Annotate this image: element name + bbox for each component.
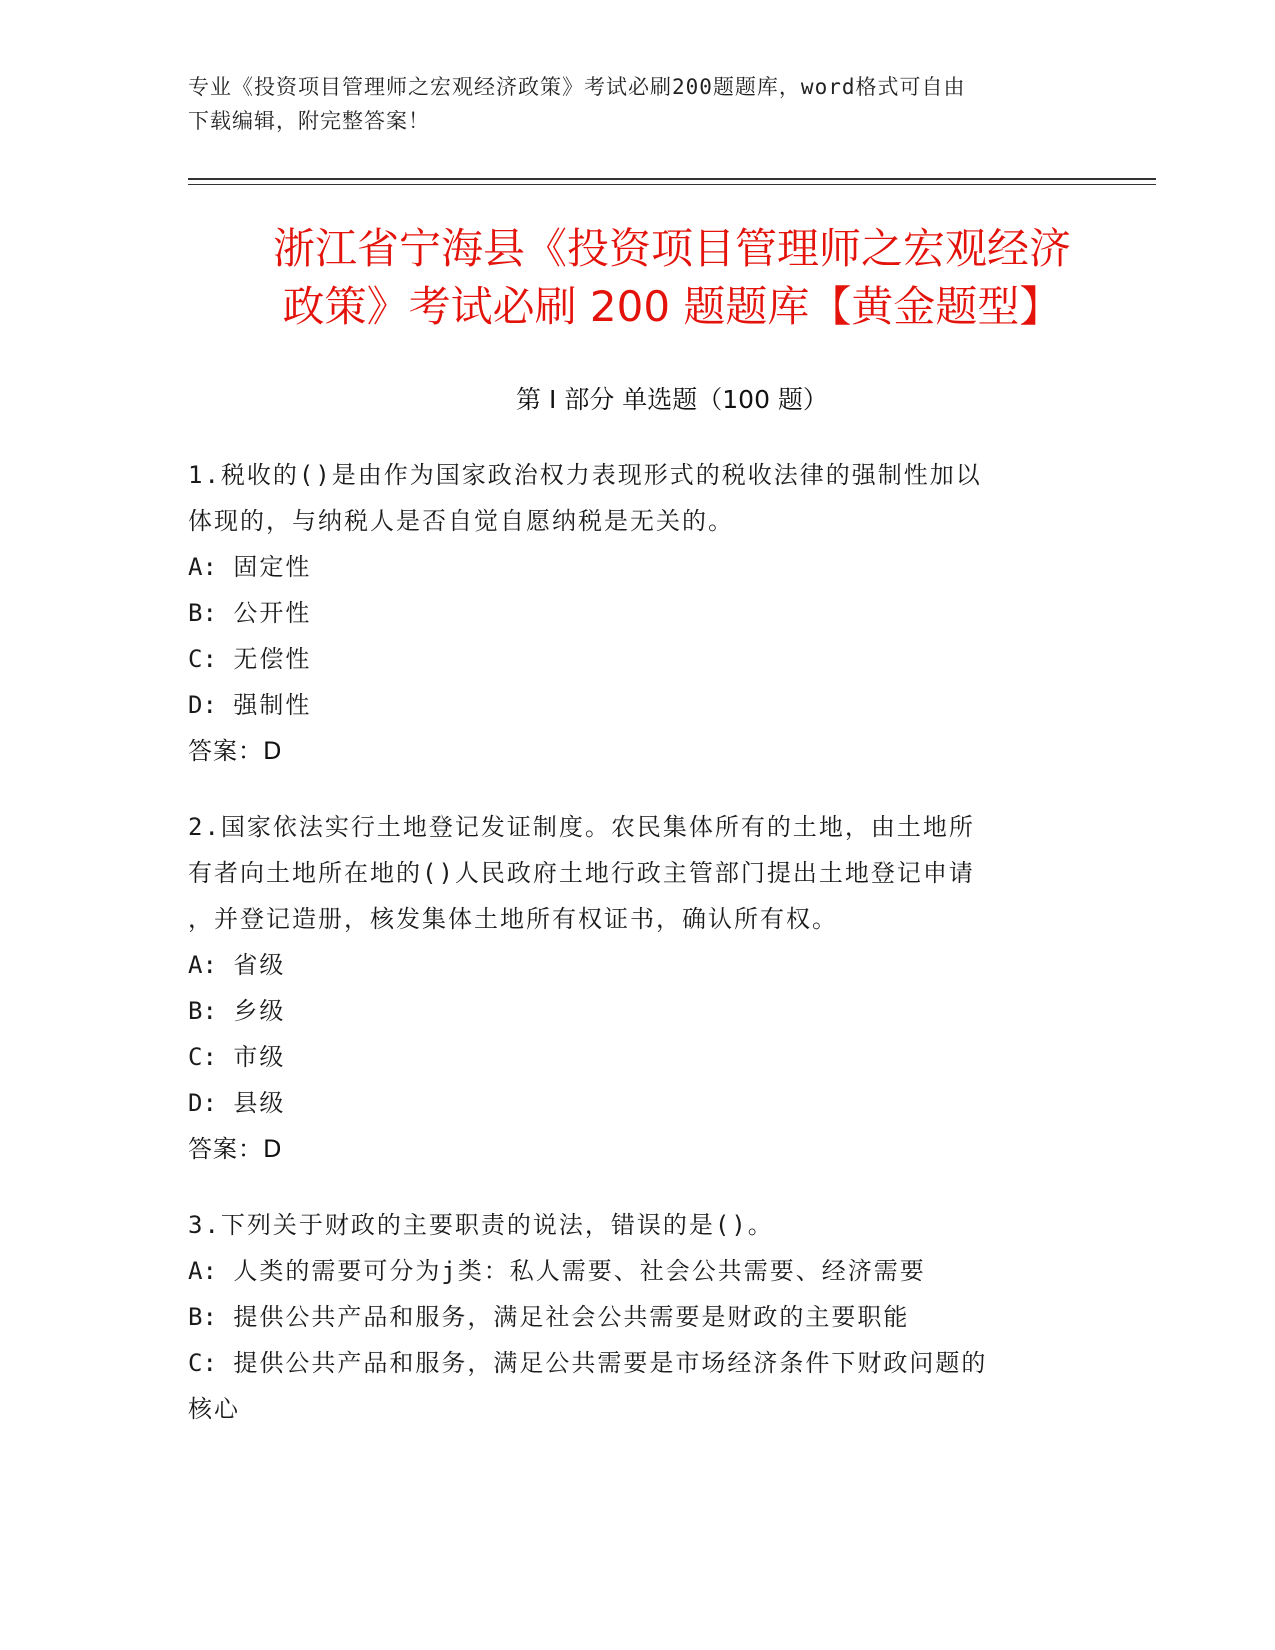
option-c [188,1340,1088,1386]
question-1 [188,452,1088,774]
option-text: 乡级 [233,997,286,1025]
header-note [188,70,1088,138]
option-letter: A: [188,553,217,581]
option-a [188,1248,1088,1294]
question-3 [188,1202,1088,1432]
option-text: 提供公共产品和服务，满足公共需要是市场经济条件下财政问题的 [233,1349,988,1377]
header-divider-thin [188,184,1156,185]
option-c [188,636,1088,682]
option-a [188,942,1088,988]
header-note-line2: 下载编辑，附完整答案！ [188,109,430,133]
option-letter: C: [188,645,217,673]
question-stem-line: 有者向土地所在地的()人民政府土地行政主管部门提出土地登记申请 [188,859,975,887]
option-text: 固定性 [233,553,312,581]
question-stem [188,452,1088,544]
document-title-line1: 浙江省宁海县《投资项目管理师之宏观经济 [272,224,1071,273]
option-letter: D: [188,691,217,719]
question-stem-line: 2.国家依法实行土地登记发证制度。农民集体所有的土地，由土地所 [188,813,975,841]
question-stem [188,1202,1088,1248]
section-heading: 第 I 部分 单选题（100 题） [516,385,828,414]
option-a [188,544,1088,590]
document-title [188,220,1156,336]
answer: 答案：D [188,1135,283,1163]
question-stem-line: 体现的，与纳税人是否自觉自愿纳税是无关的。 [188,507,734,535]
option-text: 市级 [233,1043,286,1071]
question-stem [188,804,1088,942]
option-text: 无偿性 [233,645,312,673]
question-stem-line: 3.下列关于财政的主要职责的说法，错误的是()。 [188,1211,774,1239]
option-b [188,1294,1088,1340]
option-text: 提供公共产品和服务，满足社会公共需要是财政的主要职能 [233,1303,910,1331]
question-stem-line: ，并登记造册，核发集体土地所有权证书，确认所有权。 [188,905,838,933]
option-text: 县级 [233,1089,286,1117]
option-letter: A: [188,1257,217,1285]
option-text: 省级 [233,951,286,979]
option-c-continuation: 核心 [188,1395,240,1423]
option-text: 强制性 [233,691,312,719]
option-letter: A: [188,951,217,979]
option-letter: B: [188,997,217,1025]
option-letter: B: [188,1303,217,1331]
option-c [188,1034,1088,1080]
option-b [188,988,1088,1034]
option-b [188,590,1088,636]
question-stem-line: 1.税收的()是由作为国家政治权力表现形式的税收法律的强制性加以 [188,461,982,489]
document-title-line2: 政策》考试必刷 200 题题库【黄金题型】 [282,282,1062,331]
header-divider-thick [188,178,1156,180]
option-d [188,1080,1088,1126]
option-d [188,682,1088,728]
question-2 [188,804,1088,1172]
option-text: 公开性 [233,599,312,627]
option-letter: D: [188,1089,217,1117]
option-letter: B: [188,599,217,627]
header-note-line1: 专业《投资项目管理师之宏观经济政策》考试必刷200题题库，word格式可自由 [188,75,966,99]
answer: 答案：D [188,737,283,765]
option-letter: C: [188,1043,217,1071]
option-letter: C: [188,1349,217,1377]
option-text: 人类的需要可分为j类：私人需要、社会公共需要、经济需要 [233,1257,926,1285]
